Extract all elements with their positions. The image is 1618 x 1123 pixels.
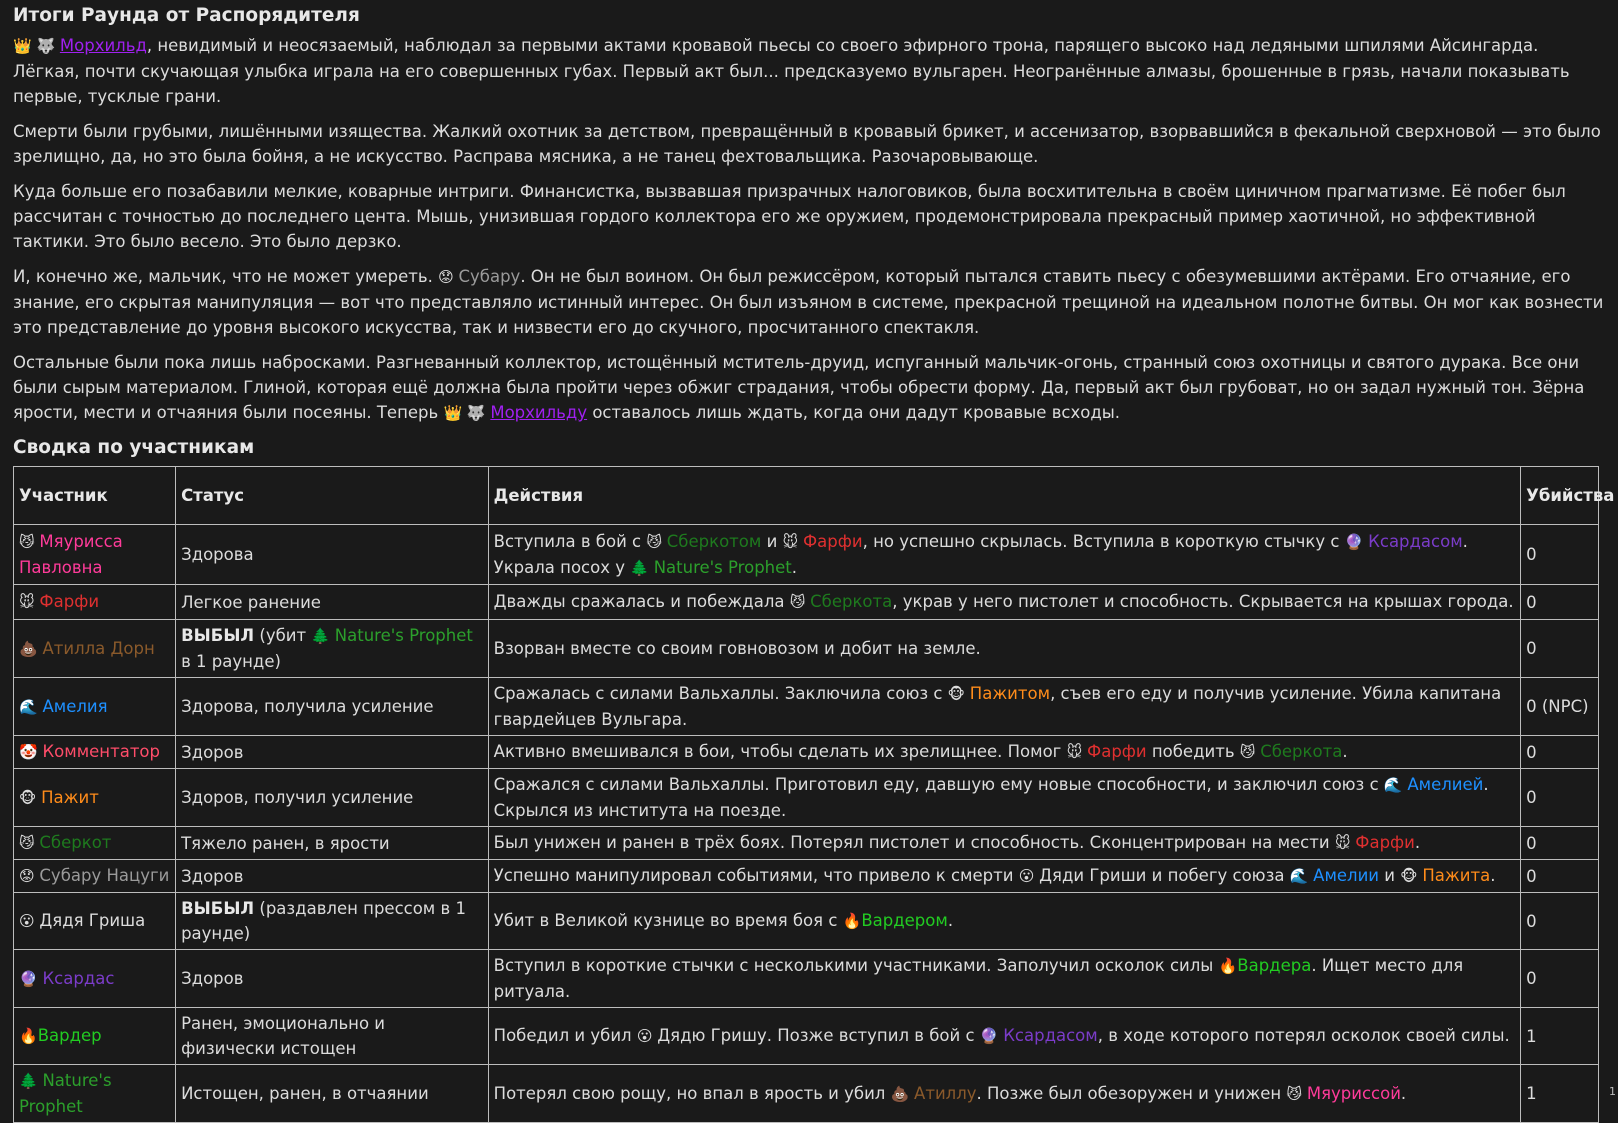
page-number: 1 — [1609, 1085, 1616, 1098]
actions-cell — [488, 525, 1520, 585]
emoji-icon: 🐭 — [1334, 834, 1356, 852]
text: . — [1414, 833, 1421, 852]
name-sberkot: Сберкота — [1260, 742, 1343, 761]
text: . — [1342, 742, 1348, 761]
actions-cell — [488, 1008, 1520, 1065]
text: Куда больше его позабавили мелкие, коварные интриги. Финансистка, вызвавшая призрачных налоговиков, была восхитительна в своём циничном прагматизме. Её побег был рассчитан с точностью до последнего цента. Мышь, унизившая гордого коллектора его же оружием, продемонстрировала прекрасный пример хаотичной, но эффективной тактики. Это было весело. Это было дерзко. — [13, 182, 1566, 251]
page-title: Итоги Раунда от Распорядителя — [13, 5, 360, 26]
name-natprop: Nature's Prophet — [19, 1071, 112, 1116]
kills-cell: 1 — [1521, 1008, 1599, 1065]
actions-cell — [488, 950, 1520, 1008]
participant-cell — [14, 525, 176, 585]
header-status: Статус — [176, 467, 489, 525]
emoji-icon: 😼 — [1239, 743, 1261, 761]
text: Вступил в короткие стычки с несколькими участниками. Заполучил осколок силы — [493, 956, 1219, 975]
text: победить — [1146, 742, 1240, 761]
text: Остальные были пока лишь набросками. Разгневанный коллектор, истощённый мститель-друид, испуганный мальчик-огонь, странный союз охотницы и святого дурака. Все они были сырым материалом. Глиной, которая ещё должна была пройти через обжиг страдания, чтобы обрести форму. Да, первый акт был грубоват, но он задал нужный тон. Зёрна ярости, мести и отчаяния были посеяны. Теперь — [13, 353, 1585, 422]
name-farfi: Фарфи — [39, 592, 100, 611]
text: . Позже был обезоружен и унижен — [976, 1083, 1287, 1103]
emoji-icon: 🔮 — [979, 1027, 1004, 1045]
emoji-icon: 🐵 — [947, 685, 970, 703]
name-amelia: Амелией — [1407, 775, 1484, 794]
text: Потерял свою рощу, но впал в ярость и убил — [493, 1083, 891, 1103]
status-cell — [176, 678, 489, 736]
emoji-icon: 🌊 — [1289, 867, 1314, 885]
participant-cell — [14, 585, 176, 620]
kills-cell: 1 — [1521, 1065, 1599, 1123]
text: и — [1379, 866, 1401, 885]
emoji-icon: 🌲 — [19, 1072, 43, 1090]
name-pazhit: Пажитом — [969, 684, 1051, 703]
paragraph — [13, 264, 1605, 340]
kills-cell: 0 — [1521, 736, 1599, 769]
name-morhild[interactable]: Морхильду — [490, 403, 588, 422]
text: . — [947, 911, 954, 930]
kills-cell: 0 — [1521, 950, 1599, 1008]
emoji-icon: 🔥 — [1218, 957, 1238, 975]
emoji-icon: 😼 — [19, 834, 40, 852]
name-morhild[interactable]: Морхильд — [59, 36, 147, 55]
name-subaru: Субару — [458, 267, 521, 286]
text: Здоров — [181, 969, 244, 988]
text: , украв у него пистолет и способность. Скрывается на крышах города. — [892, 592, 1514, 611]
status-cell — [176, 585, 489, 620]
emoji-icon: 🐭 — [19, 593, 40, 611]
text: Смерти были грубыми, лишёнными изящества. Жалкий охотник за детством, превращённый в кровавый брикет, и ассенизатор, взорвавшийся в фекальной сверхновой — это было зрелищно, да, но это была бойня, а не искусство. Расправа мясника, а не танец фехтовальщика. Разочаровывающе. — [13, 122, 1601, 166]
text: , но успешно скрылась. Вступила в короткую стычку с — [862, 531, 1345, 551]
actions-cell — [488, 736, 1520, 769]
text: Здорова, получила усиление — [181, 697, 434, 716]
summary-title: Сводка по участникам — [13, 437, 255, 458]
status-cell — [176, 525, 489, 585]
status-cell — [176, 736, 489, 769]
text: Сражался с силами Вальхаллы. Приготовил еду, давшую ему новые способности, и заключил союз с — [493, 775, 1384, 794]
emoji-icon: 🤡 — [19, 743, 43, 761]
kills-cell: 0 — [1521, 827, 1599, 860]
table-row — [14, 678, 1599, 736]
table-row — [14, 620, 1599, 678]
emoji-icon: 🔥 — [842, 912, 862, 930]
emoji-icon: 🌲 — [630, 558, 654, 577]
participant-cell — [14, 1008, 176, 1065]
text: Здоров — [181, 742, 244, 762]
text: Дядя Гриша — [39, 911, 146, 930]
name-comment: Комментатор — [42, 742, 160, 761]
status-cell — [176, 620, 489, 678]
table-row — [14, 827, 1599, 860]
narrative — [13, 33, 1605, 426]
actions-cell — [488, 860, 1520, 893]
table-header-row — [14, 467, 1599, 525]
emoji-icon: 🌲 — [311, 627, 335, 645]
text: . Он не был воином. Он был режиссёром, который пытался ставить пьесу с обезумевшими актёрами. Его отчаяние, его знание, его скрытая манипуляция — вот что представляло истинный интерес. Он был изъяном в системе, прекрасной трещиной на идеальном полотне битвы. Он мог как вознести это представление до уровня высокого искусства, так и низвести его до скучного, просчитанного спектакля. — [13, 267, 1604, 337]
participant-cell — [14, 736, 176, 769]
name-vardera: Вардером — [861, 911, 948, 930]
emoji-icon: 😮 — [636, 1027, 658, 1045]
participant-cell — [14, 1065, 176, 1123]
emoji-icon: 🌊 — [1383, 776, 1408, 794]
name-sberkot: Сберкотом — [666, 531, 762, 551]
actions-cell — [488, 585, 1520, 620]
participant-cell — [14, 769, 176, 827]
table-row — [14, 950, 1599, 1008]
participants-table — [13, 466, 1615, 1123]
text: И, конечно же, мальчик, что не может умереть. — [13, 267, 439, 286]
kills-cell: 0 — [1521, 860, 1599, 893]
emoji-icon: 😼 — [19, 533, 40, 551]
name-amelia: Амелии — [1313, 866, 1380, 885]
name-amelia: Амелия — [42, 696, 108, 716]
text: Успешно манипулировал событиями, что привело к смерти — [493, 866, 1019, 885]
text: . — [791, 557, 797, 577]
text: . Ищет место для ритуала. — [493, 956, 1464, 1001]
table-row — [14, 893, 1599, 950]
text: Победил и убил — [493, 1026, 637, 1045]
status-cell — [176, 893, 489, 950]
name-sberkot: Сберкот — [39, 833, 112, 852]
participant-cell — [14, 950, 176, 1008]
text: (раздавлен прессом в 1 раунде) — [181, 899, 466, 943]
table-row — [14, 736, 1599, 769]
status-cell — [176, 860, 489, 893]
text: и — [761, 531, 783, 551]
name-atilla: Атиллу — [914, 1083, 977, 1103]
text: Убит в Великой кузнице во время боя с — [493, 911, 843, 930]
actions-cell — [488, 769, 1520, 827]
text: Дважды сражалась и побеждала — [493, 592, 790, 611]
text: . Позже вступил в бой с — [766, 1026, 980, 1045]
name-atilla: Атилла Дорн — [42, 638, 155, 658]
emoji-icon: 👑 🐺 — [13, 37, 60, 55]
name-sberkot: Сберкота — [810, 592, 893, 611]
emoji-icon: 🔮 — [1344, 532, 1369, 551]
emoji-icon: 😮 — [19, 912, 40, 930]
table-row — [14, 525, 1599, 585]
participant-cell — [14, 620, 176, 678]
text: . Украла посох у — [493, 531, 1468, 577]
text: Тяжело ранен, в ярости — [181, 833, 390, 853]
participant-cell — [14, 860, 176, 893]
text: . — [1400, 1083, 1407, 1103]
actions-cell — [488, 827, 1520, 860]
name-farfi: Фарфи — [802, 531, 863, 551]
emoji-icon: 😟 — [19, 867, 40, 885]
emoji-icon: 😼 — [1286, 1084, 1307, 1103]
name-ksardas: Ксардасом — [1003, 1026, 1098, 1045]
name-ksardas: Ксардас — [42, 968, 115, 988]
name-miaur: Мяурисса Павловна — [19, 532, 123, 577]
header-kills: Убийства — [1521, 467, 1599, 525]
participant-cell — [14, 893, 176, 950]
status-cell — [176, 1008, 489, 1065]
emoji-icon: 😮 — [1018, 867, 1040, 885]
emoji-icon: 🔮 — [19, 969, 43, 988]
actions-cell — [488, 893, 1520, 950]
emoji-icon: 😼 — [646, 532, 667, 551]
text: и побегу союза — [1146, 866, 1290, 885]
participant-cell — [14, 827, 176, 860]
actions-cell — [488, 620, 1520, 678]
bold-text: ВЫБЫЛ — [181, 899, 255, 918]
paragraph — [13, 350, 1605, 426]
text: Здоров — [181, 866, 244, 886]
status-cell — [176, 1065, 489, 1123]
kills-cell: 0 — [1521, 585, 1599, 620]
emoji-icon: 🐵 — [19, 788, 42, 807]
emoji-icon: 🐭 — [1066, 743, 1087, 761]
kills-cell: 0 — [1521, 893, 1599, 950]
text: Был унижен и ранен в трёх боях. Потерял пистолет и способность. Сконцентрирован на мести — [493, 833, 1335, 852]
text: . Скрылся из института на поезде. — [493, 775, 1489, 820]
name-subaru: Субару Нацуги — [39, 866, 170, 885]
text: Взорван вместе со своим говновозом и добит на земле. — [493, 639, 981, 658]
table-row — [14, 769, 1599, 827]
text: , невидимый и неосязаемый, наблюдал за первыми актами кровавой пьесы со своего эфирного трона, парящего высоко над ледяными шпилями Айсингарда. Лёгкая, почти скучающая улыбка играла на его совершенных губах. Первый акт был... предсказуемо вульгарен. Неогранённые алмазы, брошенные в грязь, начали показывать первые, тусклые грани. — [13, 36, 1570, 106]
table-row — [14, 1065, 1599, 1123]
actions-cell — [488, 1065, 1520, 1123]
status-cell — [176, 950, 489, 1008]
name-pazhit: Пажит — [41, 787, 99, 807]
text: . — [1490, 866, 1496, 885]
emoji-icon: 😟 — [438, 268, 459, 286]
text: оставалось лишь ждать, когда они дадут кровавые всходы. — [587, 403, 1121, 422]
text: (убит — [254, 626, 312, 645]
text: Истощен, ранен, в отчаянии — [181, 1084, 429, 1103]
text: Вступила в бой с — [493, 531, 647, 551]
header-actions: Действия — [488, 467, 1520, 525]
name-ksardas: Ксардасом — [1368, 531, 1463, 551]
bold-text: ВЫБЫЛ — [181, 626, 255, 645]
name-natprop: Nature's Prophet — [334, 626, 473, 645]
emoji-icon: 🌊 — [19, 697, 43, 716]
emoji-icon: 🐭 — [782, 532, 803, 551]
name-farfi: Фарфи — [1355, 833, 1415, 852]
header-participant: Участник — [14, 467, 176, 525]
text: Сражалась с силами Вальхаллы. Заключила союз с — [493, 684, 948, 703]
paragraph — [13, 33, 1605, 109]
table-row — [14, 585, 1599, 620]
text: Здоров, получил усиление — [181, 788, 414, 807]
table-row — [14, 1008, 1599, 1065]
text: , в ходе которого потерял осколок своей силы. — [1097, 1026, 1510, 1045]
kills-cell: 0 — [1521, 620, 1599, 678]
table-row — [14, 860, 1599, 893]
status-cell — [176, 769, 489, 827]
name-farfi: Фарфи — [1087, 742, 1147, 761]
name-natprop: Nature's Prophet — [653, 557, 792, 577]
emoji-icon: 💩 — [890, 1084, 915, 1103]
text: Дяди Гриши — [1039, 866, 1147, 885]
text: Легкое ранение — [181, 592, 321, 612]
name-pazhit: Пажита — [1422, 866, 1491, 885]
text: Ранен, эмоционально и физически истощен — [181, 1014, 386, 1058]
text: Здорова — [181, 545, 254, 564]
name-vardera: Вардера — [1237, 956, 1312, 975]
emoji-icon: 🔥 — [19, 1027, 38, 1045]
text: в 1 раунде) — [181, 652, 281, 671]
status-cell — [176, 827, 489, 860]
emoji-icon: 😼 — [789, 593, 811, 611]
name-miaur: Мяуриссой — [1306, 1083, 1401, 1103]
participant-cell — [14, 678, 176, 736]
text: Активно вмешивался в бои, чтобы сделать их зрелищнее. Помог — [493, 742, 1067, 761]
kills-cell: 0 — [1521, 525, 1599, 585]
emoji-icon: 👑 🐺 — [443, 404, 491, 422]
actions-cell — [488, 678, 1520, 736]
text: , съев его еду и получив усиление. Убила капитана гвардейцев Вульгара. — [493, 684, 1502, 729]
kills-cell: 0 (NPC) — [1521, 678, 1599, 736]
paragraph — [13, 179, 1605, 254]
emoji-icon: 💩 — [19, 639, 43, 658]
text: Дядю Гришу — [657, 1026, 767, 1045]
emoji-icon: 🐵 — [1400, 867, 1423, 885]
name-vardera: Вардер — [37, 1026, 102, 1045]
kills-cell: 0 — [1521, 769, 1599, 827]
paragraph — [13, 119, 1605, 169]
